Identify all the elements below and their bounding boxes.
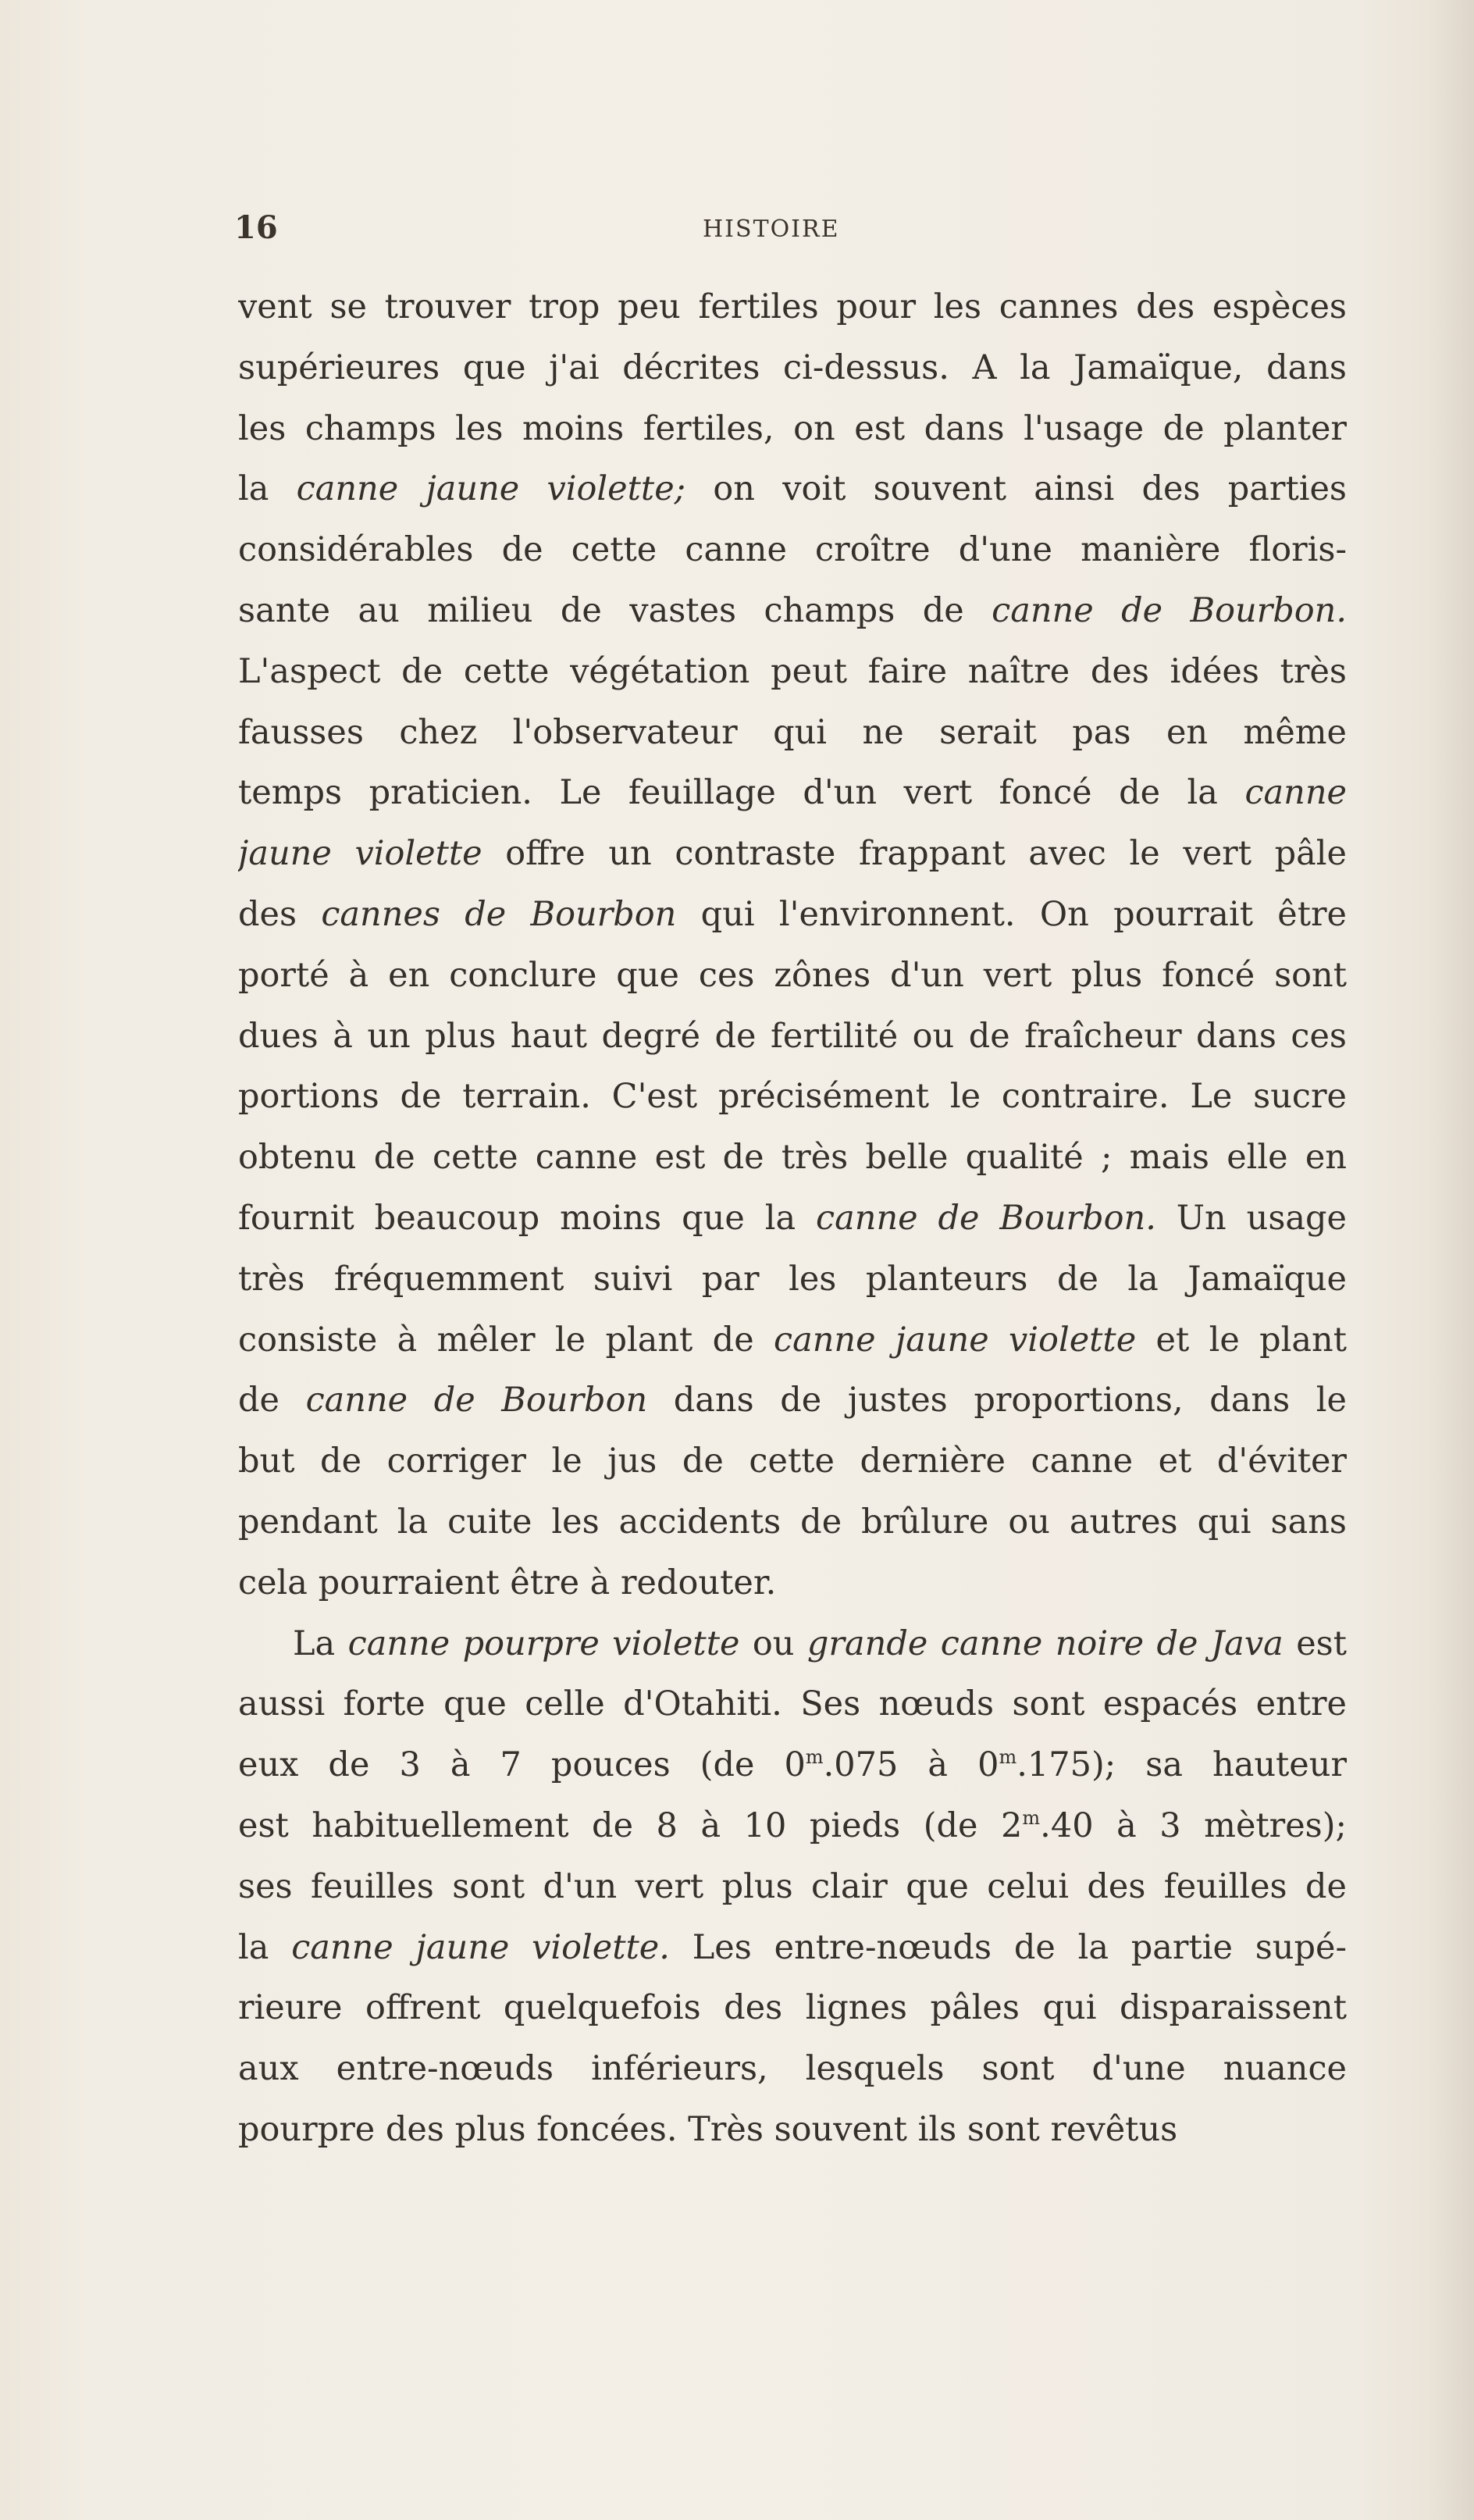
text-segment: Les entre-nœuds de la partie supé- bbox=[669, 1927, 1347, 1967]
text-segment: .175); sa hauteur bbox=[1016, 1745, 1347, 1785]
text-line bbox=[238, 338, 1347, 399]
text-line bbox=[238, 399, 1347, 460]
text-segment: porté à en conclure que ces zônes d'un vert plus foncé sont bbox=[238, 955, 1347, 995]
text-segment: est bbox=[1283, 1624, 1347, 1663]
page-number: 16 bbox=[234, 209, 278, 246]
page-header bbox=[234, 209, 1343, 256]
text-segment: les champs les moins fertiles, on est dans l'usage de planter bbox=[238, 408, 1347, 448]
text-segment: vent se trouver trop peu fertiles pour les cannes des espèces bbox=[238, 287, 1347, 326]
text-segment: L'aspect de cette végétation peut faire naître des idées très bbox=[238, 651, 1347, 691]
text-segment: dans de justes proportions, dans le bbox=[647, 1381, 1347, 1420]
text-line bbox=[238, 824, 1347, 885]
text-line bbox=[238, 703, 1347, 764]
text-line bbox=[238, 1310, 1347, 1371]
text-segment: .075 à 0 bbox=[823, 1745, 999, 1785]
italic-text: canne de Bourbon bbox=[305, 1381, 648, 1420]
italic-text: canne jaune violette bbox=[773, 1320, 1137, 1360]
text-segment: dues à un plus haut degré de fertilité ou de fraîcheur dans ces bbox=[238, 1016, 1347, 1056]
text-segment: cela pourraient être à redouter. bbox=[238, 1563, 777, 1602]
text-segment: la bbox=[238, 1927, 292, 1967]
text-segment: temps praticien. Le feuillage d'un vert foncé de la bbox=[238, 773, 1245, 813]
text-segment: supérieures que j'ai décrites ci-dessus. A la Jamaïque, dans bbox=[238, 348, 1347, 387]
running-title: HISTOIRE bbox=[703, 216, 840, 243]
text-segment: .40 à 3 mètres); bbox=[1040, 1805, 1347, 1845]
text-line bbox=[238, 642, 1347, 703]
text-line bbox=[238, 1007, 1347, 1068]
text-line bbox=[238, 1614, 1347, 1675]
text-segment: aussi forte que celle d'Otahiti. Ses nœuds sont espacés entre bbox=[238, 1684, 1347, 1724]
text-segment: pendant la cuite les accidents de brûlure ou autres qui sans bbox=[238, 1502, 1347, 1542]
text-line bbox=[238, 1189, 1347, 1249]
text-line bbox=[238, 1978, 1347, 2039]
text-line bbox=[238, 1796, 1347, 1857]
text-segment: très fréquemment suivi par les planteurs de la Jamaïque bbox=[238, 1259, 1347, 1299]
superscript: m bbox=[1022, 1806, 1041, 1829]
text-line bbox=[238, 1674, 1347, 1735]
italic-text: canne jaune violette; bbox=[296, 469, 686, 509]
text-segment: offre un contraste frappant avec le vert pâle bbox=[482, 834, 1347, 874]
text-segment: portions de terrain. C'est précisément le contraire. Le sucre bbox=[238, 1077, 1347, 1117]
text-segment: qui l'environnent. On pourrait être bbox=[676, 894, 1347, 934]
text-segment: pourpre des plus foncées. Très souvent ils sont revêtus bbox=[238, 2109, 1178, 2149]
text-segment: fausses chez l'observateur qui ne serait pas en même bbox=[238, 712, 1347, 752]
text-segment: obtenu de cette canne est de très belle qualité ; mais elle en bbox=[238, 1138, 1347, 1178]
text-line bbox=[238, 459, 1347, 520]
text-line bbox=[238, 1431, 1347, 1492]
italic-text: canne de Bourbon. bbox=[816, 1198, 1156, 1238]
italic-text: canne de Bourbon. bbox=[992, 590, 1347, 630]
text-segment: et le plant bbox=[1136, 1320, 1347, 1360]
text-segment: de bbox=[238, 1381, 306, 1420]
text-line bbox=[238, 1492, 1347, 1553]
text-line bbox=[238, 763, 1347, 824]
italic-text: cannes de Bourbon bbox=[321, 894, 677, 934]
text-line bbox=[238, 2100, 1347, 2161]
text-segment: rieure offrent quelquefois des lignes pâles qui disparaissent bbox=[238, 1988, 1347, 2028]
text-segment: fournit beaucoup moins que la bbox=[238, 1198, 817, 1238]
text-segment: ou bbox=[739, 1624, 807, 1663]
text-segment: des bbox=[238, 894, 322, 934]
text-line bbox=[238, 1553, 1347, 1614]
text-line bbox=[238, 1249, 1347, 1310]
page-edge-shadow bbox=[1427, 0, 1474, 2520]
italic-text: canne jaune violette. bbox=[291, 1927, 670, 1967]
text-line bbox=[238, 1918, 1347, 1979]
body-text bbox=[238, 277, 1347, 2161]
italic-text: canne bbox=[1244, 773, 1347, 813]
text-line bbox=[238, 1857, 1347, 1918]
text-segment: on voit souvent ainsi des parties bbox=[685, 469, 1347, 509]
italic-text: canne pourpre violette bbox=[347, 1624, 740, 1663]
text-line bbox=[238, 946, 1347, 1007]
text-segment: la bbox=[238, 469, 297, 509]
text-segment: but de corriger le jus de cette dernière canne et d'éviter bbox=[238, 1442, 1347, 1481]
text-line bbox=[238, 1735, 1347, 1796]
text-segment: eux de 3 à 7 pouces (de 0 bbox=[238, 1745, 806, 1785]
text-segment: Un usage bbox=[1155, 1198, 1347, 1238]
text-line bbox=[238, 1128, 1347, 1189]
text-line bbox=[238, 581, 1347, 642]
text-segment: La bbox=[293, 1624, 348, 1663]
text-line bbox=[238, 2039, 1347, 2100]
italic-text: grande canne noire de Java bbox=[806, 1624, 1284, 1663]
text-segment: consiste à mêler le plant de bbox=[238, 1320, 774, 1360]
superscript: m bbox=[999, 1746, 1017, 1769]
text-line bbox=[238, 277, 1347, 338]
text-segment: est habituellement de 8 à 10 pieds (de 2 bbox=[238, 1805, 1023, 1845]
text-segment: considérables de cette canne croître d'une manière floris- bbox=[238, 530, 1347, 570]
text-segment: ses feuilles sont d'un vert plus clair que celui des feuilles de bbox=[238, 1866, 1347, 1906]
superscript: m bbox=[805, 1746, 824, 1769]
text-segment: aux entre-nœuds inférieurs, lesquels sont d'une nuance bbox=[238, 2049, 1347, 2089]
text-line bbox=[238, 1067, 1347, 1128]
text-line bbox=[238, 520, 1347, 581]
italic-text: jaune violette bbox=[238, 834, 482, 874]
text-line bbox=[238, 885, 1347, 946]
text-segment: sante au milieu de vastes champs de bbox=[238, 590, 992, 630]
text-line bbox=[238, 1370, 1347, 1431]
